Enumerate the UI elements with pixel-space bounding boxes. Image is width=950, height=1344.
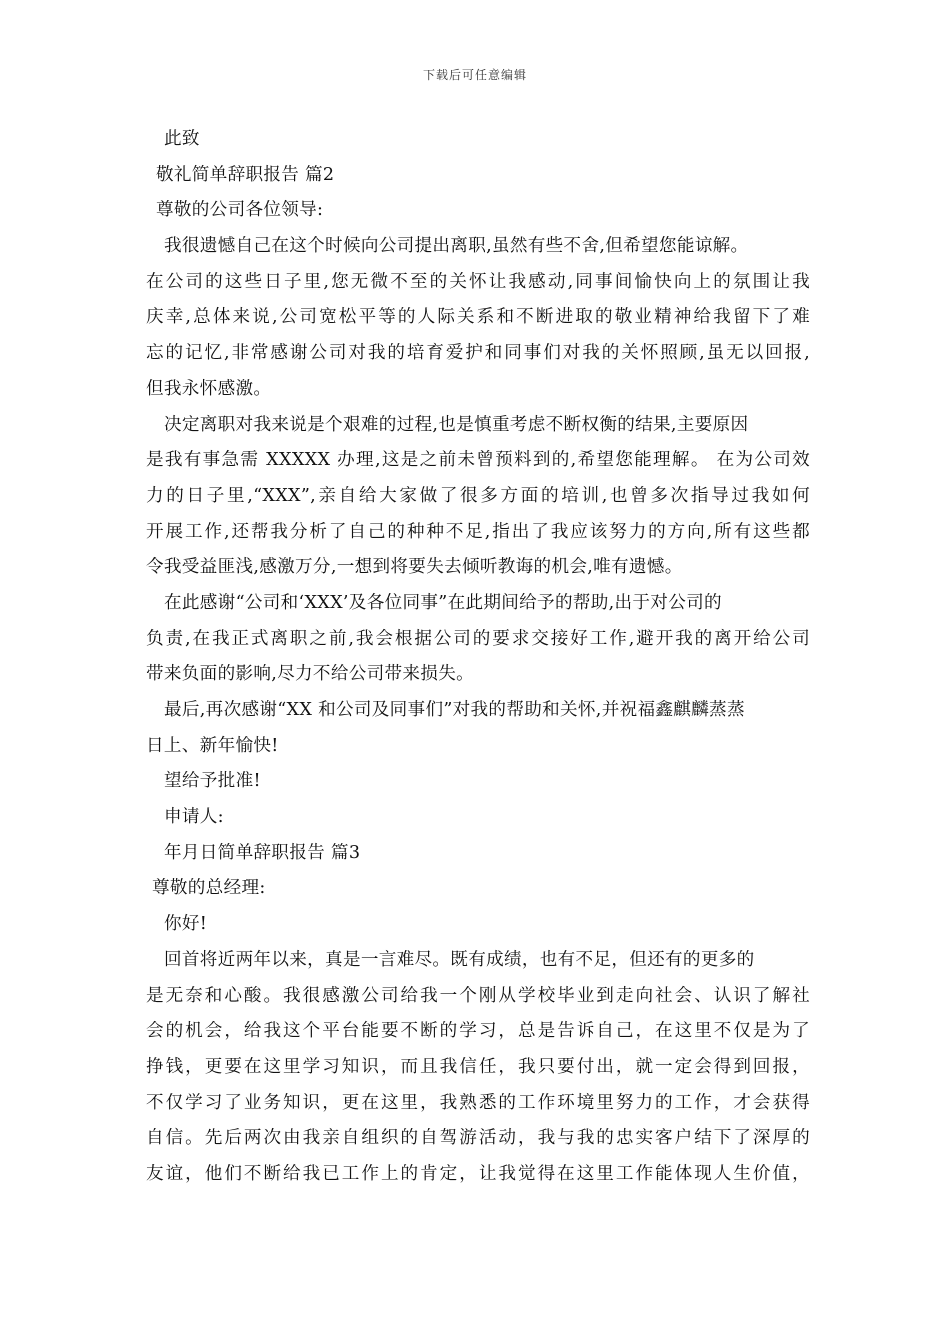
text-line: 此致	[164, 129, 200, 149]
text-line: 自信。先后两次由我亲自组织的自驾游活动，我与我的忠实客户结下了深厚的	[146, 1128, 810, 1149]
text-line: 敬礼简单辞职报告 篇2	[156, 164, 335, 185]
text-line: 带来负面的影响,尽力不给公司带来损失。	[146, 664, 474, 685]
text-line: 不仅学习了业务知识，更在这里，我熟悉的工作环境里努力的工作，才会获得	[146, 1092, 810, 1113]
text-line: 会的机会，给我这个平台能要不断的学习，总是告诉自己，在这里不仅是为了	[146, 1021, 810, 1042]
text-line: 年月日简单辞职报告 篇3	[164, 842, 361, 863]
text-line: 令我受益匪浅,感激万分,一想到将要失去倾听教诲的机会,唯有遗憾。	[146, 557, 683, 578]
text-line: 申请人:	[164, 807, 224, 828]
header-note: 下载后可任意编辑	[422, 68, 527, 82]
text-line: 负责,在我正式离职之前,我会根据公司的要求交接好工作,避开我的离开给公司	[146, 628, 810, 649]
text-line: 尊敬的总经理:	[152, 878, 266, 899]
text-line: 庆幸,总体来说,公司宽松平等的人际关系和不断进取的敬业精神给我留下了难	[146, 307, 810, 328]
text-line: 在公司的这些日子里,您无微不至的关怀让我感动,同事间愉快向上的氛围让我	[146, 271, 810, 292]
text-line: 我很遗憾自己在这个时候向公司提出离职,虽然有些不舍,但希望您能谅解。	[164, 236, 749, 257]
document-body	[146, 122, 810, 1193]
text-line: 你好!	[164, 914, 208, 935]
text-line: 开展工作,还帮我分析了自己的种种不足,指出了我应该努力的方向,所有这些都	[146, 521, 810, 542]
text-line: 忘的记忆,非常感谢公司对我的培育爱护和同事们对我的关怀照顾,虽无以回报,	[146, 343, 810, 364]
text-line: 但我永怀感激。	[146, 378, 272, 399]
text-line: 是无奈和心酸。我很感激公司给我一个刚从学校毕业到走向社会、认识了解社	[146, 985, 810, 1006]
text-line: 友谊，他们不断给我已工作上的肯定，让我觉得在这里工作能体现人生价值，	[146, 1163, 810, 1184]
text-line: 最后,再次感谢“XX 和公司及同事们”对我的帮助和关怀,并祝福鑫麒麟蒸蒸	[164, 700, 745, 720]
text-line: 是我有事急需 XXXXX 办理,这是之前未曾预料到的,希望您能理解。 在为公司效	[146, 450, 810, 471]
text-line: 望给予批准!	[164, 771, 261, 792]
text-line: 挣钱，更要在这里学习知识，而且我信任，我只要付出，就一定会得到回报，	[146, 1056, 810, 1077]
text-line: 力的日子里,“XXX”,亲自给大家做了很多方面的培训,也曾多次指导过我如何	[146, 485, 810, 506]
text-line: 尊敬的公司各位领导:	[156, 200, 324, 221]
text-line: 在此感谢“公司和‘XXX’及各位同事”在此期间给予的帮助,出于对公司的	[164, 592, 722, 613]
text-line: 决定离职对我来说是个艰难的过程,也是慎重考虑不断权衡的结果,主要原因	[164, 414, 749, 435]
text-line: 日上、新年愉快!	[146, 735, 279, 756]
text-line: 回首将近两年以来，真是一言难尽。既有成绩，也有不足，但还有的更多的	[164, 949, 755, 970]
